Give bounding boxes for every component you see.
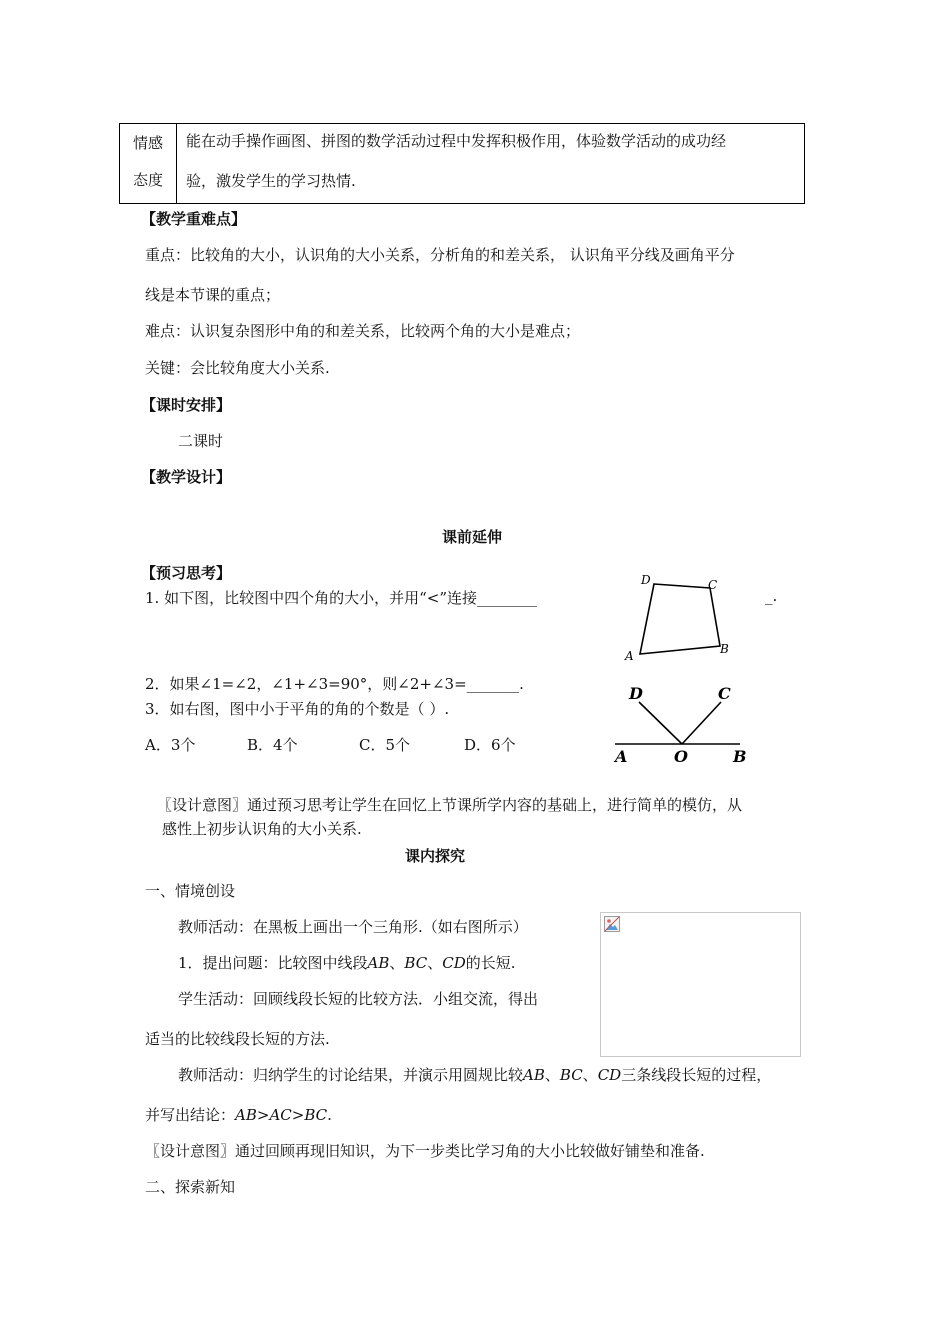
- table-label-line2: 态度: [133, 171, 164, 189]
- teacher-activity-2-post: 三条线段长短的过程，: [621, 1066, 772, 1084]
- key-points-heading: 【教学重难点】: [141, 210, 247, 228]
- key-points-line3: 难点：认识复杂图形中角的和差关系，比较两个角的大小是难点；: [145, 322, 581, 340]
- pre-class-intent-line2: 感性上初步认识角的大小关系.: [162, 820, 362, 838]
- section-1-heading: 一、情境创设: [145, 882, 236, 900]
- broken-image-icon: [604, 916, 620, 932]
- conclusion-formula: AB>AC>BC: [235, 1106, 328, 1124]
- segment-ab-2: AB: [523, 1066, 545, 1084]
- table-content-line2: 验，激发学生的学习热情.: [186, 172, 356, 190]
- teacher-activity-1: 教师活动：在黑板上画出一个三角形.（如右图所示）: [178, 918, 528, 936]
- schedule-text: 二课时: [178, 432, 224, 450]
- conclusion-post: .: [327, 1106, 332, 1124]
- problem-1-pre: 1．提出问题：比较图中线段: [178, 954, 368, 972]
- pre-class-intent-line1: 〖设计意图〗通过预习思考让学生在回忆上节课所学内容的基础上，进行简单的模仿，从: [157, 796, 743, 814]
- separator-3: 、: [544, 1066, 560, 1084]
- angle-figure: [605, 680, 755, 770]
- problem-1: [178, 952, 516, 973]
- section-2-heading: 二、探索新知: [145, 1178, 236, 1196]
- teacher-activity-2-pre: 教师活动：归纳学生的讨论结果，并演示用圆规比较: [178, 1066, 524, 1084]
- question-3: 3．如右图，图中小于平角的角的个数是（ ）.: [145, 700, 450, 718]
- in-class-title: 课内探究: [405, 847, 466, 865]
- fig2-label-o: O: [674, 747, 688, 766]
- fig1-label-c: C: [708, 578, 718, 592]
- key-points-line4: 关键：会比较角度大小关系.: [145, 359, 330, 377]
- option-a: A．3个: [145, 736, 196, 754]
- ray-od: [639, 702, 682, 744]
- quadrilateral-figure: [615, 570, 745, 665]
- triangle-image-placeholder: [600, 912, 801, 1057]
- quadrilateral-shape: [640, 584, 720, 654]
- segment-ab: AB: [367, 954, 390, 972]
- option-c: C．5个: [359, 736, 411, 754]
- fig1-label-b: B: [720, 642, 729, 656]
- fig1-label-a: A: [625, 649, 634, 663]
- fig2-label-b: B: [733, 747, 747, 766]
- student-activity-1: 学生活动：回顾线段长短的比较方法．小组交流，得出: [178, 990, 539, 1008]
- teacher-activity-2: [178, 1064, 771, 1085]
- fig2-label-c: C: [718, 684, 731, 703]
- table-label-line1: 情感: [133, 134, 164, 152]
- table-content-line1: 能在动手操作画图、拼图的数学活动过程中发挥积极作用，体验数学活动的成功经: [186, 132, 727, 150]
- pre-class-title: 课前延伸: [442, 528, 503, 546]
- conclusion-line: [145, 1104, 332, 1125]
- objectives-table: [119, 123, 805, 204]
- fig2-label-d: D: [629, 684, 643, 703]
- ray-oc: [682, 702, 721, 744]
- conclusion-pre: 并写出结论：: [145, 1106, 236, 1124]
- segment-bc-2: BC: [559, 1066, 583, 1084]
- segment-cd: CD: [442, 954, 466, 972]
- schedule-heading: 【课时安排】: [141, 396, 232, 414]
- fig1-label-d: D: [641, 573, 651, 587]
- question-1: 1. 如下图，比较图中四个角的大小，并用“<”连接________: [145, 589, 537, 607]
- key-points-line2: 线是本节课的重点；: [145, 286, 281, 304]
- segment-bc: BC: [404, 954, 428, 972]
- key-points-line1: 重点：比较角的大小，认识角的大小关系，分析角的和差关系， 认识角平分线及画角平分: [145, 246, 735, 264]
- table-label-cell: [120, 124, 177, 203]
- question-1-tail: _.: [765, 587, 778, 605]
- separator-4: 、: [582, 1066, 598, 1084]
- option-b: B．4个: [247, 736, 298, 754]
- problem-1-post: 的长短.: [465, 954, 516, 972]
- in-class-intent: 〖设计意图〗通过回顾再现旧知识，为下一步类比学习角的大小比较做好铺垫和准备.: [145, 1142, 705, 1160]
- fig2-label-a: A: [615, 747, 628, 766]
- segment-cd-2: CD: [597, 1066, 622, 1084]
- student-activity-1-cont: 适当的比较线段长短的方法.: [145, 1030, 330, 1048]
- preview-heading: 【预习思考】: [141, 564, 232, 582]
- design-heading: 【教学设计】: [141, 468, 232, 486]
- separator-2: 、: [427, 954, 443, 972]
- option-d: D．6个: [464, 736, 516, 754]
- question-2: 2．如果∠1=∠2，∠1+∠3=90°，则∠2+∠3=_______.: [145, 675, 524, 693]
- separator-1: 、: [389, 954, 405, 972]
